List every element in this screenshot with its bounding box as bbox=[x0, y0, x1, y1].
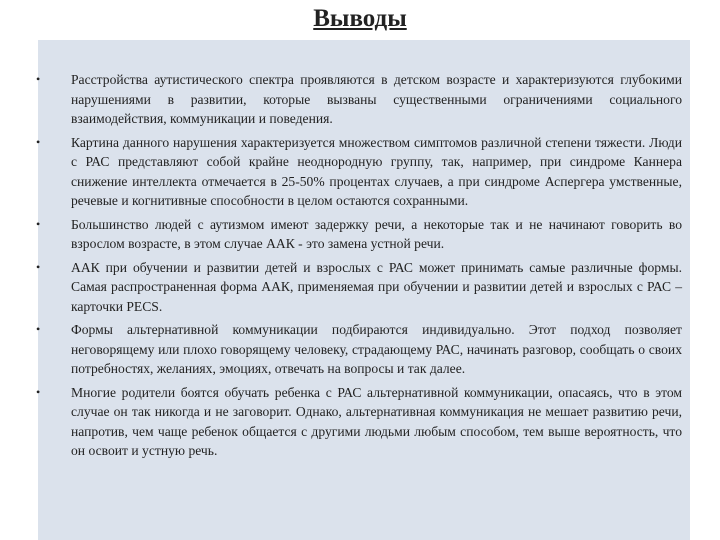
bullet-icon: • bbox=[36, 216, 41, 231]
bullet-icon: • bbox=[36, 134, 41, 149]
list-item bbox=[36, 70, 682, 129]
list-item-text: ААК при обучении и развитии детей и взрослых с РАС может принимать самые различные формы. Самая распространенная форма ААК, применяемая при обучении и развитии детей и взрослых с РАС – карточки PECS. bbox=[71, 259, 682, 314]
page-title: Выводы bbox=[313, 5, 407, 32]
list-item-text: Картина данного нарушения характеризуется множеством симптомов различной степени тяжести. Люди с РАС представляют собой крайне неоднородную группу, так, например, при синдроме Каннера снижение интеллекта отмечается в 25-50% процентах случаев, а при синдроме Аспергера умственные, речевые и когнитивные способности в целом остаются сохранными. bbox=[71, 134, 682, 208]
bullet-icon: • bbox=[36, 322, 41, 336]
bullet-list bbox=[36, 70, 682, 461]
list-item bbox=[36, 320, 682, 379]
content-panel bbox=[38, 40, 690, 540]
list-item bbox=[36, 215, 682, 254]
bullet-icon: • bbox=[36, 72, 41, 86]
bullet-icon: • bbox=[36, 384, 41, 399]
list-item-text: Большинство людей с аутизмом имеют задержку речи, а некоторые так и не начинают говорить во взрослом возрасте, в этом случае ААК - это замена устной речи. bbox=[71, 216, 682, 251]
list-item bbox=[36, 133, 682, 211]
list-item bbox=[36, 258, 682, 317]
list-item-text: Многие родители боятся обучать ребенка с РАС альтернативной коммуникации, опасаясь, что в этом случае он так никогда и не заговорит. Однако, альтернативная коммуникация не мешает развитию речи, напротив, чем чаще ребенок общается с другими людьми любым способом, тем выше вероятность, что он освоит и устную речь. bbox=[71, 384, 682, 458]
bullet-icon: • bbox=[36, 259, 41, 274]
list-item-text: Расстройства аутистического спектра проявляются в детском возрасте и характеризуются глубокими нарушениями в развитии, которые вызваны существенными ограничениями социального взаимодействия, коммуникации и поведения. bbox=[71, 72, 682, 126]
list-item-text: Формы альтернативной коммуникации подбираются индивидуально. Этот подход позволяет неговорящему или плохо говорящему человеку, страдающему РАС, начинать разговор, сообщать о своих потребностях, желаниях, эмоциях, отвечать на вопросы и так далее. bbox=[71, 322, 682, 376]
list-item bbox=[36, 383, 682, 461]
